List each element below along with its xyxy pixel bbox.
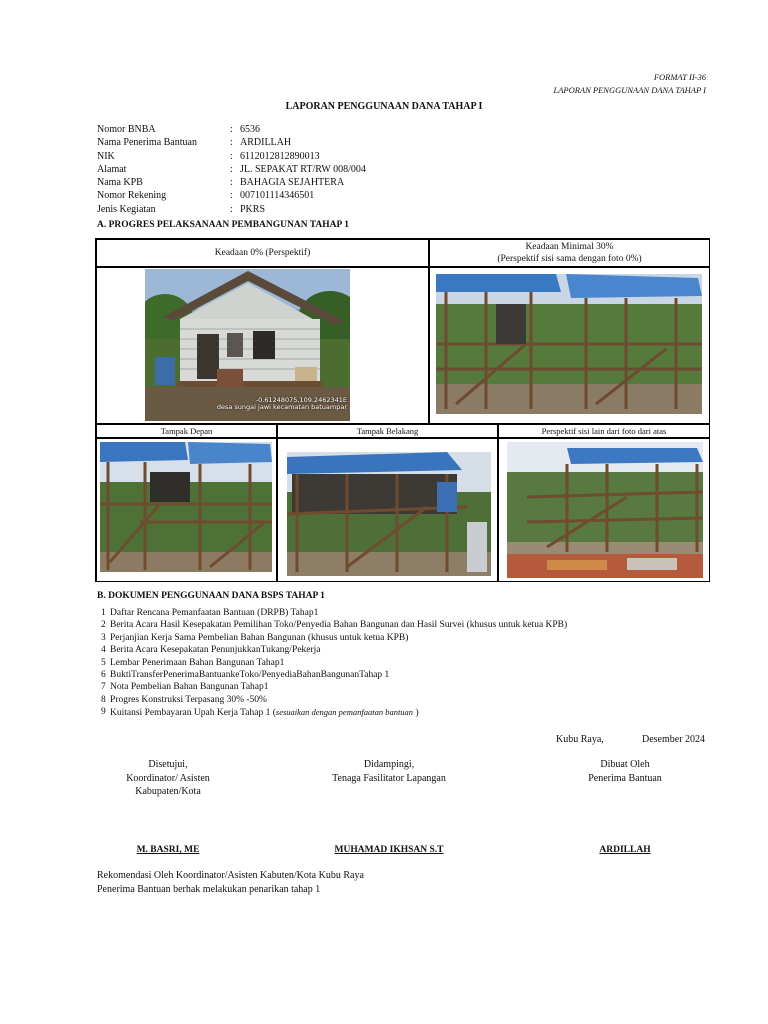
signer-name-facilitator: MUHAMAD IKHSAN S.T <box>334 845 444 855</box>
info-row: Alamat : JL. SEPAKAT RT/RW 008/004 <box>97 163 366 175</box>
document-list <box>101 607 567 720</box>
info-label: Alamat <box>97 163 127 175</box>
info-value: 6536 <box>240 124 260 135</box>
label-other-side-view: Perspektif sisi lain dari foto dari atas <box>498 424 710 438</box>
signature-block-recipient: Dibuat Oleh Penerima Bantuan <box>588 759 662 784</box>
info-value: 6112012812890013 <box>240 150 320 162</box>
label-back-view: Tampak Belakang <box>277 424 498 438</box>
format-code: FORMAT II-36 <box>653 72 706 82</box>
info-label: Nomor Rekening <box>97 190 167 202</box>
place: Kubu Raya, <box>556 734 604 745</box>
list-item: 2 Berita Acara Hasil Kesepakatan Pemilihan Toko/Penyedia Bahan Bangunan dan Hasil Survei (khusus untuk ketua KPB) <box>101 620 568 631</box>
info-label: Jenis Kegiatan <box>97 203 156 215</box>
progress-photo-table <box>95 238 710 582</box>
house-photo-back <box>287 452 491 576</box>
list-item: 5 Lembar Penerimaan Bahan Bangunan Tahap1 <box>101 657 285 668</box>
list-item: 7 Nota Pembelian Bahan Bangunan Tahap1 <box>101 682 269 693</box>
photo-gps-stamp: -0.61248075,109.2462341E desa sungai jawi kecamatan batuampar <box>216 396 347 411</box>
list-item: 8 Progres Konstruksi Terpasang 30% -50% <box>101 694 267 705</box>
info-row: Nama Penerima Bantuan : ARDILLAH <box>97 137 292 149</box>
recommendation <box>97 869 364 897</box>
info-row: Nomor Rekening : 007101114346501 <box>97 190 315 202</box>
cell-30-line1: Keadaan Minimal 30% <box>525 242 614 252</box>
signature-block-facilitator: Didampingi, Tenaga Fasilitator Lapangan <box>332 759 446 784</box>
info-row: Jenis Kegiatan : PKRS <box>97 203 266 215</box>
cell-30-percent-label <box>429 239 710 267</box>
info-label: Nama KPB <box>97 177 143 189</box>
section-b-title: B. DOKUMEN PENGGUNAAN DANA BSPS TAHAP 1 <box>97 591 325 601</box>
format-title: LAPORAN PENGGUNAAN DANA TAHAP I <box>553 85 706 95</box>
house-photo-0-percent <box>145 269 350 421</box>
list-item: 6 BuktiTransferPenerimaBantuankeToko/PenyediaBahanBangunanTahap 1 <box>101 670 390 681</box>
info-row: Nama KPB : BAHAGIA SEJAHTERA <box>97 177 345 189</box>
info-row: NIK : 6112012812890013 <box>97 150 320 162</box>
signer-name-coordinator: M. BASRI, ME <box>136 845 200 855</box>
info-value: 007101114346501 <box>240 190 315 202</box>
house-photo-30-percent <box>436 274 702 414</box>
signature-block-coordinator: Disetujui, Koordinator/ Asisten Kabupaten/Kota <box>126 759 210 797</box>
list-item: 4 Berita Acara Kesepakatan PenunjukkanTukang/Pekerja <box>101 645 321 656</box>
label-front-view: Tampak Depan <box>96 424 277 438</box>
cell-30-line2: (Perspektif sisi sama dengan foto 0%) <box>497 254 642 264</box>
recommendation-line1: Rekomendasi Oleh Koordinator/Asisten Kabuten/Kota Kubu Raya <box>97 870 364 881</box>
house-photo-front <box>100 442 272 572</box>
house-photo-other-side <box>507 442 703 578</box>
date: Desember 2024 <box>642 734 706 745</box>
signer-name-recipient: ARDILLAH <box>599 845 651 855</box>
info-value: JL. SEPAKAT RT/RW 008/004 <box>240 163 366 175</box>
recipient-info <box>97 123 366 216</box>
info-label: Nama Penerima Bantuan <box>97 137 197 149</box>
info-value: BAHAGIA SEJAHTERA <box>240 177 345 189</box>
info-label: Nomor BNBA <box>97 124 156 135</box>
section-a-title: A. PROGRES PELAKSANAAN PEMBANGUNAN TAHAP 1 <box>97 220 349 230</box>
recommendation-line2: Penerima Bantuan berhak melakukan penarikan tahap 1 <box>97 884 321 895</box>
page-title: LAPORAN PENGGUNAAN DANA TAHAP I <box>285 101 483 112</box>
info-label: NIK <box>97 150 115 162</box>
cell-0-percent-label: Keadaan 0% (Perspektif) <box>96 239 429 267</box>
info-value: PKRS <box>240 203 266 215</box>
list-item: 3 Perjanjian Kerja Sama Pembelian Bahan Bangunan (khusus untuk ketua KPB) <box>101 632 409 643</box>
list-item: 9 Kuitansi Pembayaran Upah Kerja Tahap 1 (sesuaikan dengan pemanfaatan bantuan ) <box>101 707 419 719</box>
info-row: Nomor BNBA : 6536 <box>97 124 260 135</box>
list-item: 1 Daftar Rencana Pemanfaatan Bantuan (DRPB) Tahap1 <box>101 608 319 618</box>
info-value: ARDILLAH <box>240 137 292 149</box>
